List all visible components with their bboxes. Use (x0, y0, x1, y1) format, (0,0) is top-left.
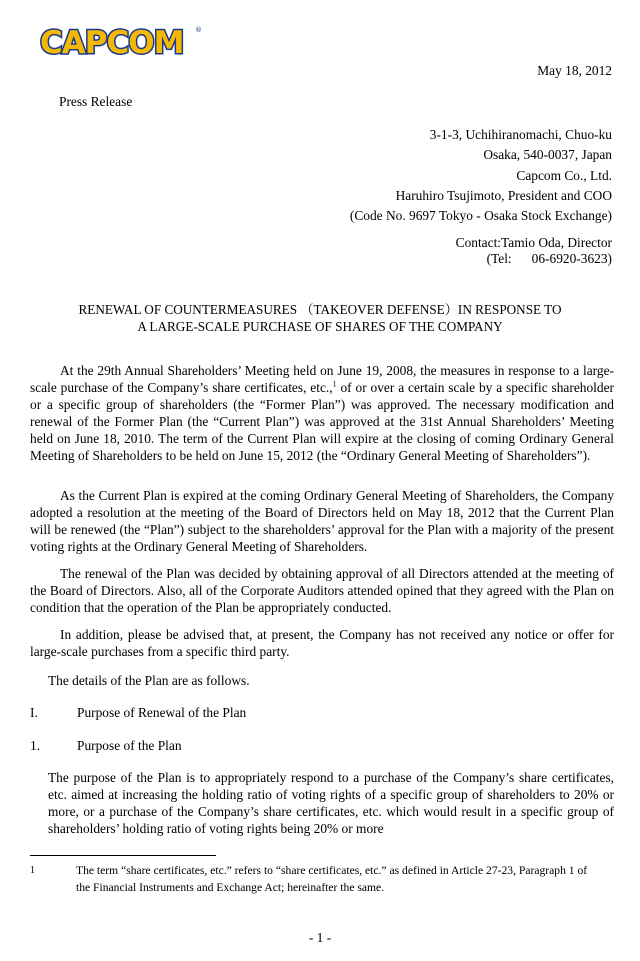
address-line: Osaka, 540-0037, Japan (483, 147, 612, 163)
capcom-logo (38, 22, 204, 62)
contact-name: Tamio Oda, Director (501, 235, 612, 250)
section-number: I. (30, 705, 38, 720)
address-line: Haruhiro Tsujimoto, President and COO (395, 187, 612, 203)
section-title: Purpose of Renewal of the Plan (77, 705, 247, 720)
address-line: (Code No. 9697 Tokyo - Osaka Stock Exchange) (349, 208, 612, 224)
tel-label: (Tel: (486, 251, 512, 266)
paragraph-1-text-b: of or over a certain scale by a specific shareholder or a specific group of shareholders (the “Former Plan”) was approved. The necessary modification and renewal of the Former Plan (the “Current Plan”) was approved at the 31st Annual Shareholders’ Meeting held on June 18, 2010. The term of the Current Plan will expire at the closing of coming Ordinary General Meeting of Shareholders to be held on June 15, 2012 (the “Ordinary General Meeting of Shareholders”). (30, 380, 614, 463)
contact-label: Contact: (455, 235, 502, 250)
tel-value: 06-6920-3623) (531, 251, 612, 266)
title-line-2: A LARGE-SCALE PURCHASE OF SHARES OF THE COMPANY (137, 319, 503, 334)
press-release-label: Press Release (59, 94, 133, 109)
subsection-number: 1. (30, 738, 41, 753)
paragraph-4: In addition, please be advised that, at present, the Company has not received any notice or offer for large-scale purchases from a specific third party. (30, 627, 614, 659)
paragraph-2: As the Current Plan is expired at the coming Ordinary General Meeting of Shareholders, the Company adopted a resolution at the meeting of the Board of Directors held on May 18, 2012 that the Current Plan will be renewed (the “Plan”) subject to the shareholders’ approval for the Plan with a majority of the present voting rights at the Ordinary General Meeting of Shareholders. (30, 488, 614, 554)
paragraph-3: The renewal of the Plan was decided by obtaining approval of all Directors attended at the meeting of the Board of Directors. Also, all of the Corporate Auditors attended opined that they agreed with the Plan on condition that the operation of the Plan be appropriately conducted. (30, 566, 614, 615)
document-title (40, 301, 600, 335)
address-line: Capcom Co., Ltd. (516, 167, 612, 183)
tel-line (487, 249, 612, 269)
paragraph-6: The purpose of the Plan is to appropriately respond to a purchase of the Company’s share certificates, etc. aimed at increasing the holding ratio of voting rights of a specific group of shareholders to 20% or more, or a purchase of the Company’s share certificates, etc. which would result in a specific group of shareholders’ holding ratio of voting rights being 20% or more (48, 770, 614, 836)
footnote-text: The term “share certificates, etc.” refers to “share certificates, etc.” as defined in Article 27-23, Paragraph 1 of the Financial Instruments and Exchange Act; hereinafter the same. (76, 864, 588, 894)
footnote-number: 1 (30, 865, 35, 876)
footnote-divider (30, 855, 216, 856)
paragraph-1 (30, 362, 614, 464)
logo-text: CAPCOM (40, 25, 184, 61)
document-date: May 18, 2012 (537, 63, 612, 78)
paragraph-1-text-a: At the 29th Annual Shareholders’ Meeting held on June 19, 2008, the measures in response to a large-scale purchase of the Company’s share certificates, etc., (30, 363, 614, 395)
company-address-block (350, 125, 612, 226)
address-line: 3-1-3, Uchihiranomachi, Chuo-ku (429, 127, 612, 142)
title-line-1: RENEWAL OF COUNTERMEASURES （TAKEOVER DEFENSE）IN RESPONSE TO (78, 302, 562, 317)
subsection-title: Purpose of the Plan (77, 738, 182, 753)
footnote-reference[interactable]: 1 (332, 379, 337, 389)
page-number: - 1 - (308, 930, 332, 945)
registered-mark: ® (195, 26, 202, 34)
paragraph-5: The details of the Plan are as follows. (48, 673, 250, 688)
